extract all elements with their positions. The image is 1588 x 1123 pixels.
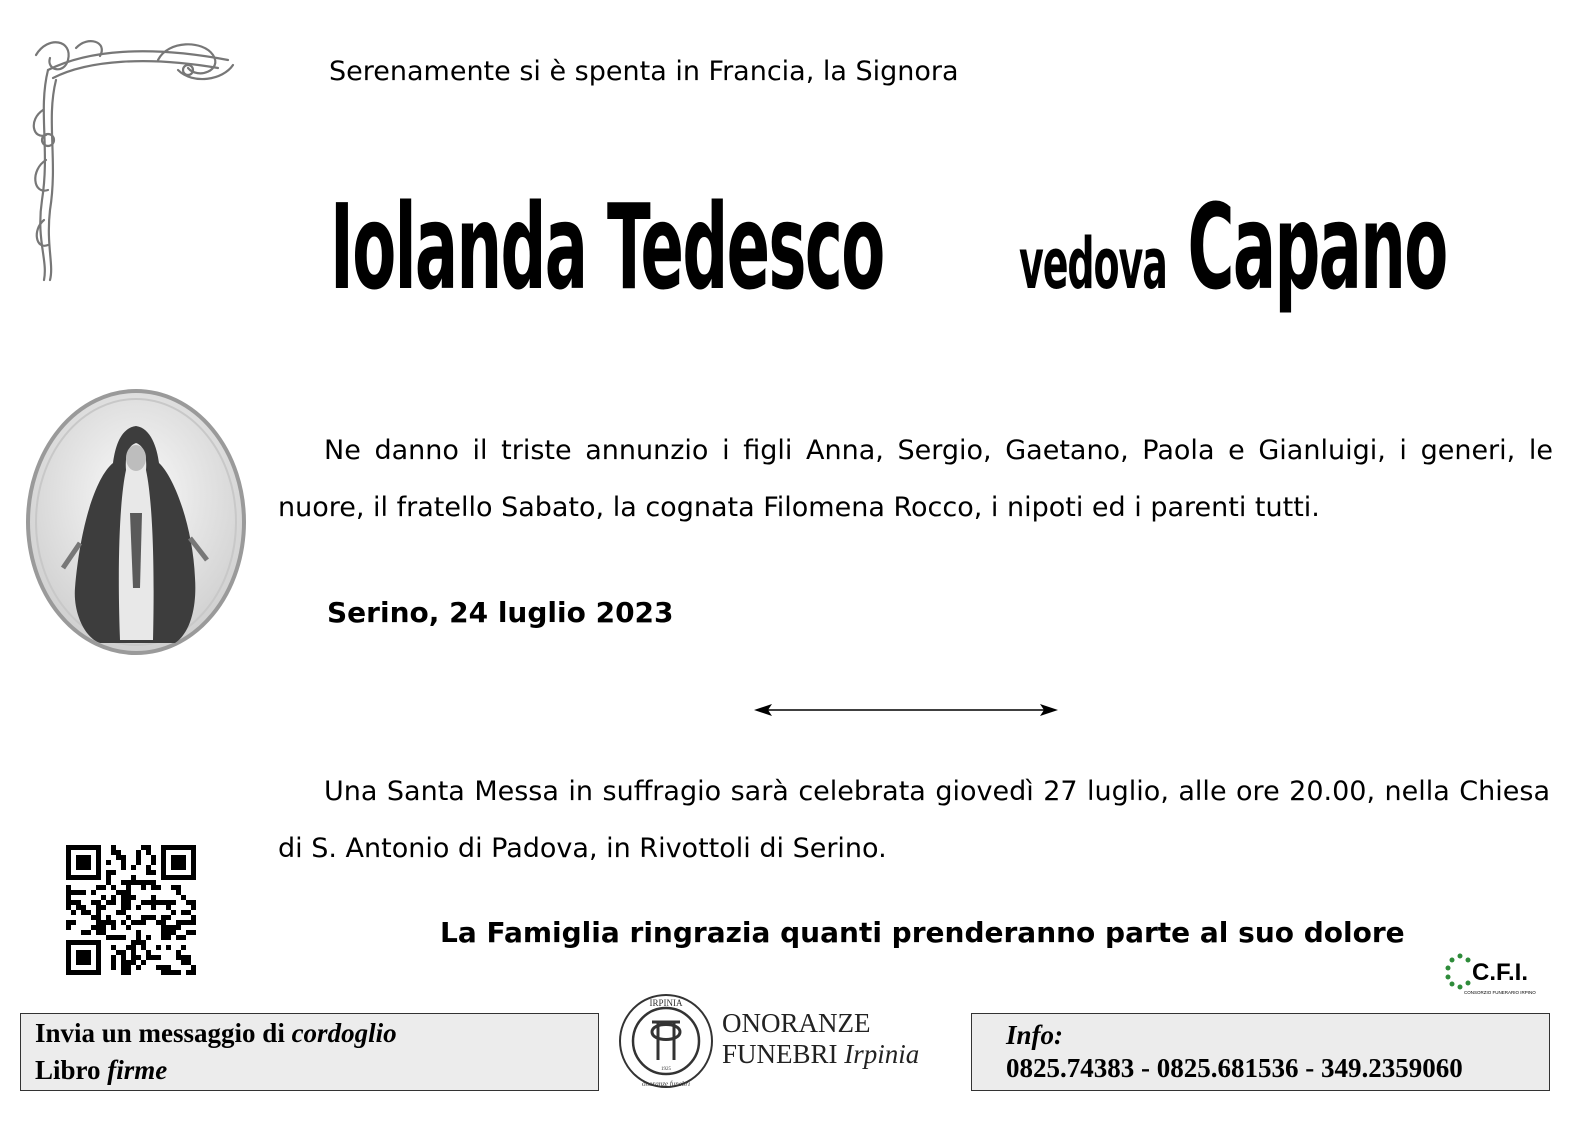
madonna-portrait-image bbox=[25, 388, 247, 656]
condolence-box[interactable] bbox=[20, 1013, 599, 1091]
guestbook-link[interactable]: Libro firme bbox=[35, 1055, 168, 1085]
family-thanks: La Famiglia ringrazia quanti prenderanno parte al suo dolore bbox=[440, 916, 1405, 949]
onoranze-funebri-seal-icon bbox=[617, 992, 715, 1090]
floral-corner-ornament-icon bbox=[28, 30, 243, 285]
cfi-logo-subtext: CONSORZIO FUNERARIO IRPINO bbox=[1464, 990, 1536, 995]
cfi-logo-text: C.F.I. bbox=[1472, 959, 1529, 986]
condolence-message-link[interactable]: Invia un messaggio di cordoglio bbox=[35, 1018, 397, 1048]
seal-bottom-text: onoranze funebri bbox=[641, 1080, 691, 1088]
seal-top-text: IRPINIA bbox=[649, 998, 683, 1008]
deceased-married-name: Capano bbox=[1187, 178, 1447, 316]
phone-numbers[interactable]: 0825.74383 - 0825.681536 - 349.2359060 bbox=[1006, 1053, 1463, 1083]
deceased-name bbox=[330, 178, 1520, 316]
mass-announcement-text: Una Santa Messa in suffragio sarà celebrata giovedì 27 luglio, alle ore 20.00, nella Chiesa di S. Antonio di Padova, in Rivottoli di Serino. bbox=[278, 776, 1550, 864]
deceased-first-name: Iolanda Tedesco bbox=[330, 178, 884, 316]
qr-code-icon[interactable] bbox=[66, 845, 196, 975]
double-arrow-divider-icon bbox=[752, 700, 1060, 720]
cfi-logo-icon bbox=[1440, 950, 1540, 996]
announcement-text: Ne danno il triste annunzio i figli Anna, Sergio, Gaetano, Paola e Gianluigi, i generi, le nuore, il fratello Sabato, la cognata Filomena Rocco, i nipoti ed i parenti tutti. bbox=[278, 435, 1553, 523]
deceased-name-connector: vedova bbox=[1018, 223, 1167, 305]
intro-line: Serenamente si è spenta in Francia, la Signora bbox=[329, 56, 959, 87]
seal-year-text: 1925 bbox=[661, 1067, 671, 1072]
agency-name: ONORANZE FUNEBRI Irpinia bbox=[722, 1008, 920, 1069]
info-box bbox=[971, 1013, 1550, 1091]
info-label: Info: bbox=[1006, 1020, 1064, 1050]
place-and-date: Serino, 24 luglio 2023 bbox=[327, 596, 674, 629]
